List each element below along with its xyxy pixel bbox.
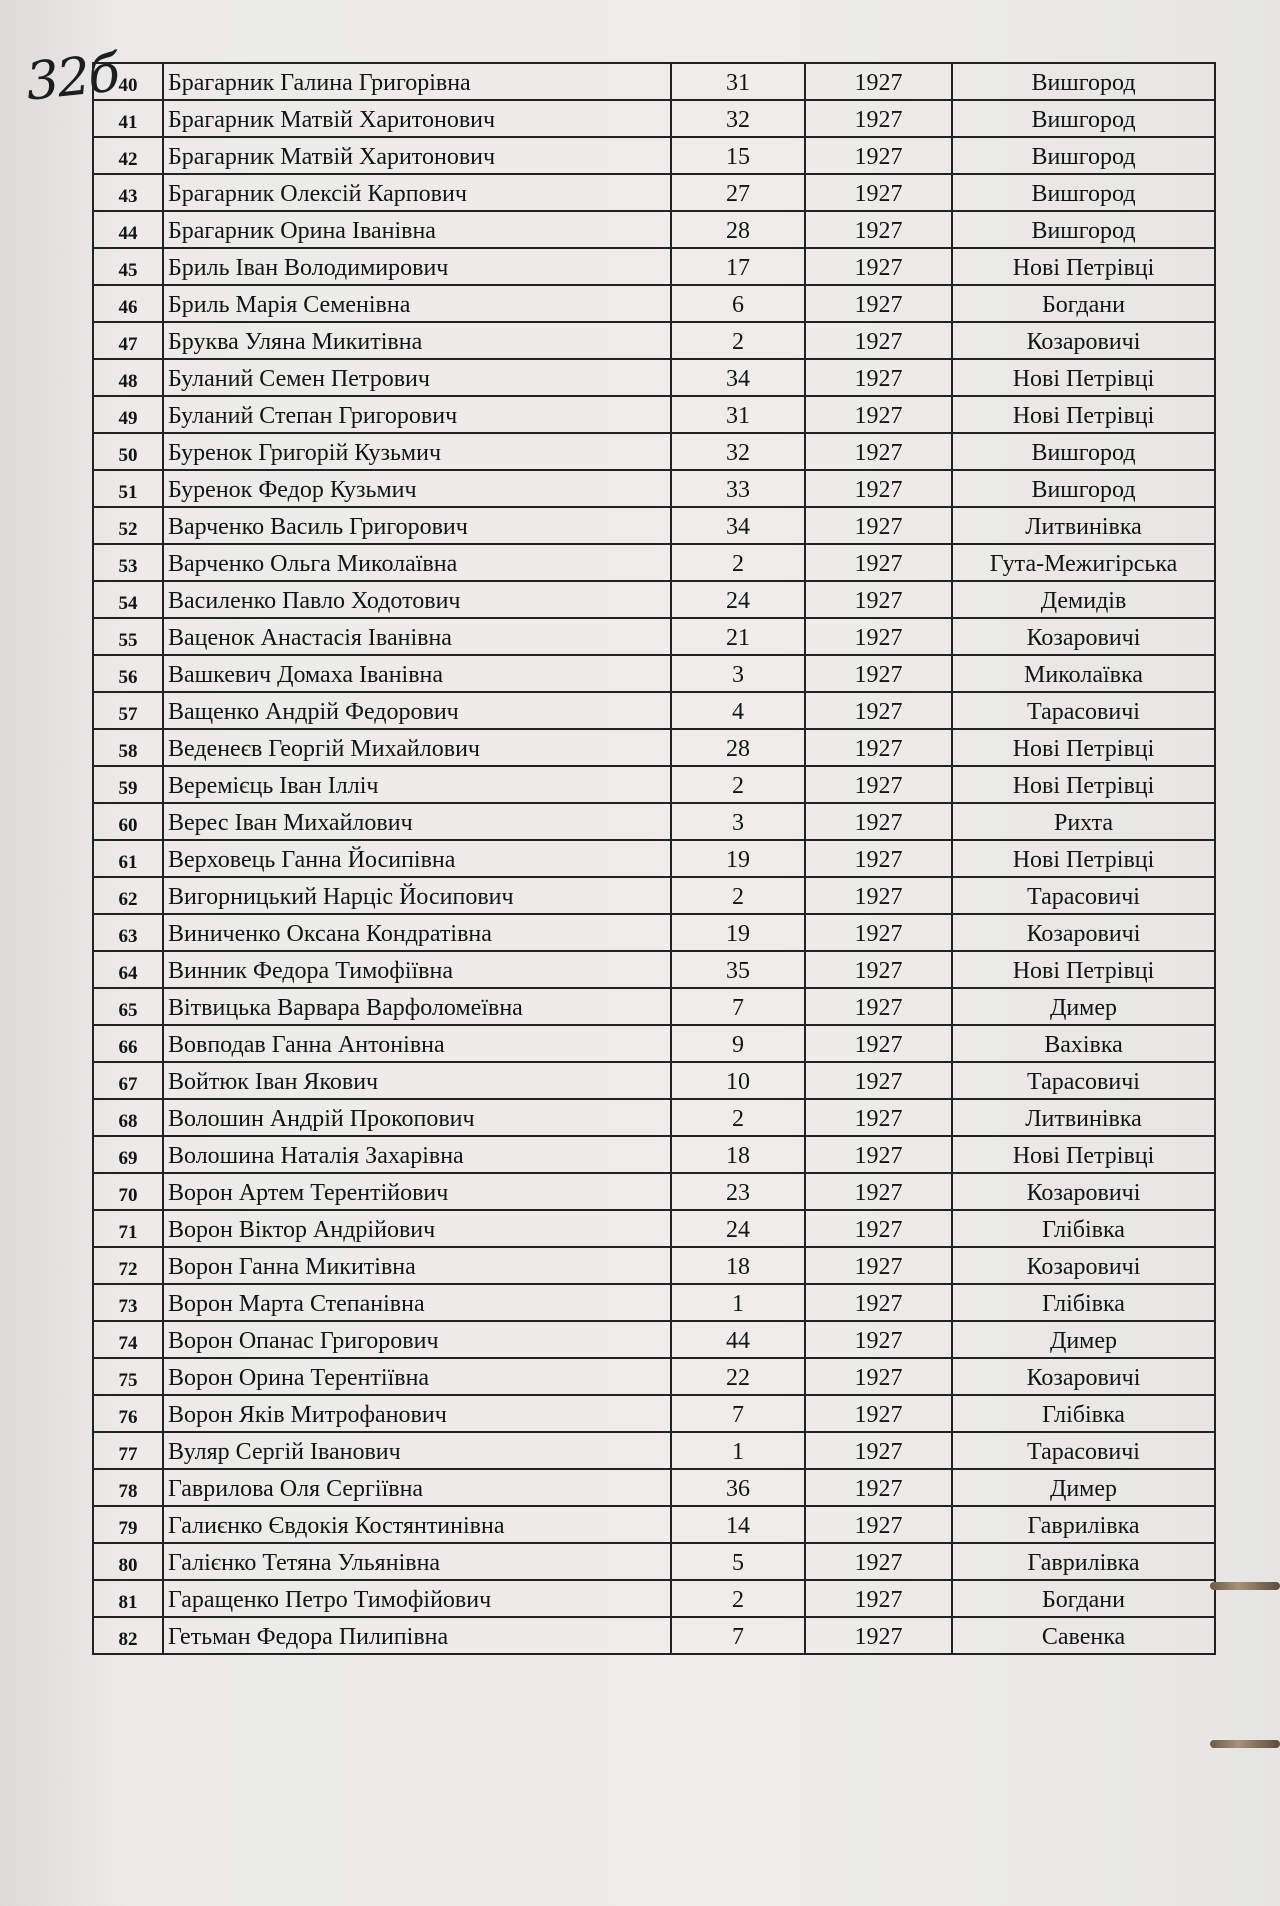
table-row [93, 100, 1215, 137]
row-number-cell: 41 [93, 100, 163, 137]
table-row [93, 1358, 1215, 1395]
year-cell: 1927 [805, 692, 952, 729]
row-number-cell: 82 [93, 1617, 163, 1654]
table-row [93, 359, 1215, 396]
village-cell: Димер [952, 1321, 1215, 1358]
table-row [93, 840, 1215, 877]
year-cell: 1927 [805, 433, 952, 470]
household-number-cell: 10 [671, 1062, 805, 1099]
row-number-cell: 60 [93, 803, 163, 840]
row-number-cell: 79 [93, 1506, 163, 1543]
village-cell: Гаврилівка [952, 1506, 1215, 1543]
row-number-cell: 46 [93, 285, 163, 322]
person-name-cell: Брагарник Олексій Карпович [163, 174, 671, 211]
year-cell: 1927 [805, 396, 952, 433]
row-number-cell: 59 [93, 766, 163, 803]
row-number-cell: 61 [93, 840, 163, 877]
person-name-cell: Гетьман Федора Пилипівна [163, 1617, 671, 1654]
household-number-cell: 44 [671, 1321, 805, 1358]
person-name-cell: Брагарник Орина Іванівна [163, 211, 671, 248]
household-number-cell: 31 [671, 63, 805, 100]
person-name-cell: Буренок Григорій Кузьмич [163, 433, 671, 470]
table-row [93, 1617, 1215, 1654]
household-number-cell: 23 [671, 1173, 805, 1210]
year-cell: 1927 [805, 1099, 952, 1136]
table-row [93, 766, 1215, 803]
year-cell: 1927 [805, 1062, 952, 1099]
row-number-cell: 45 [93, 248, 163, 285]
table-row [93, 877, 1215, 914]
household-number-cell: 1 [671, 1284, 805, 1321]
village-cell: Глібівка [952, 1210, 1215, 1247]
household-number-cell: 19 [671, 840, 805, 877]
household-number-cell: 2 [671, 1580, 805, 1617]
person-name-cell: Бруква Уляна Микитівна [163, 322, 671, 359]
person-name-cell: Брагарник Матвій Харитонович [163, 100, 671, 137]
table-row [93, 470, 1215, 507]
row-number-cell: 74 [93, 1321, 163, 1358]
person-name-cell: Верес Іван Михайлович [163, 803, 671, 840]
person-name-cell: Ворон Віктор Андрійович [163, 1210, 671, 1247]
village-cell: Глібівка [952, 1284, 1215, 1321]
person-name-cell: Галієнко Тетяна Ульянівна [163, 1543, 671, 1580]
table-row [93, 1099, 1215, 1136]
village-cell: Тарасовичі [952, 877, 1215, 914]
year-cell: 1927 [805, 1136, 952, 1173]
person-name-cell: Вовподав Ганна Антонівна [163, 1025, 671, 1062]
year-cell: 1927 [805, 544, 952, 581]
village-cell: Вахівка [952, 1025, 1215, 1062]
year-cell: 1927 [805, 1358, 952, 1395]
village-cell: Нові Петрівці [952, 359, 1215, 396]
household-number-cell: 4 [671, 692, 805, 729]
person-name-cell: Буланий Семен Петрович [163, 359, 671, 396]
village-cell: Гута-Межигірська [952, 544, 1215, 581]
village-cell: Тарасовичі [952, 1432, 1215, 1469]
person-name-cell: Бриль Іван Володимирович [163, 248, 671, 285]
row-number-cell: 62 [93, 877, 163, 914]
household-number-cell: 18 [671, 1247, 805, 1284]
row-number-cell: 58 [93, 729, 163, 766]
person-name-cell: Виниченко Оксана Кондратівна [163, 914, 671, 951]
row-number-cell: 57 [93, 692, 163, 729]
person-name-cell: Вигорницький Нарціс Йосипович [163, 877, 671, 914]
table-row [93, 1247, 1215, 1284]
household-number-cell: 24 [671, 1210, 805, 1247]
table-row [93, 1432, 1215, 1469]
row-number-cell: 81 [93, 1580, 163, 1617]
row-number-cell: 70 [93, 1173, 163, 1210]
table-row [93, 1210, 1215, 1247]
row-number-cell: 63 [93, 914, 163, 951]
household-number-cell: 2 [671, 1099, 805, 1136]
year-cell: 1927 [805, 1284, 952, 1321]
person-name-cell: Вуляр Сергій Іванович [163, 1432, 671, 1469]
village-cell: Литвинівка [952, 1099, 1215, 1136]
village-cell: Тарасовичі [952, 692, 1215, 729]
household-number-cell: 2 [671, 766, 805, 803]
household-number-cell: 35 [671, 951, 805, 988]
row-number-cell: 67 [93, 1062, 163, 1099]
row-number-cell: 56 [93, 655, 163, 692]
household-number-cell: 3 [671, 803, 805, 840]
village-cell: Вишгород [952, 100, 1215, 137]
person-name-cell: Варченко Василь Григорович [163, 507, 671, 544]
row-number-cell: 40 [93, 63, 163, 100]
year-cell: 1927 [805, 1432, 952, 1469]
row-number-cell: 69 [93, 1136, 163, 1173]
person-name-cell: Бриль Марія Семенівна [163, 285, 671, 322]
village-cell: Вишгород [952, 433, 1215, 470]
year-cell: 1927 [805, 729, 952, 766]
row-number-cell: 66 [93, 1025, 163, 1062]
person-name-cell: Волошина Наталія Захарівна [163, 1136, 671, 1173]
table-row [93, 1395, 1215, 1432]
row-number-cell: 52 [93, 507, 163, 544]
row-number-cell: 48 [93, 359, 163, 396]
year-cell: 1927 [805, 1506, 952, 1543]
village-cell: Рихта [952, 803, 1215, 840]
household-number-cell: 2 [671, 877, 805, 914]
year-cell: 1927 [805, 174, 952, 211]
household-number-cell: 19 [671, 914, 805, 951]
household-number-cell: 7 [671, 988, 805, 1025]
year-cell: 1927 [805, 1617, 952, 1654]
village-cell: Козаровичі [952, 1247, 1215, 1284]
row-number-cell: 76 [93, 1395, 163, 1432]
village-cell: Вишгород [952, 470, 1215, 507]
table-row [93, 618, 1215, 655]
table-row [93, 581, 1215, 618]
row-number-cell: 49 [93, 396, 163, 433]
household-number-cell: 7 [671, 1395, 805, 1432]
village-cell: Нові Петрівці [952, 1136, 1215, 1173]
person-name-cell: Буренок Федор Кузьмич [163, 470, 671, 507]
village-cell: Димер [952, 1469, 1215, 1506]
row-number-cell: 47 [93, 322, 163, 359]
year-cell: 1927 [805, 1469, 952, 1506]
person-name-cell: Веремієць Іван Ілліч [163, 766, 671, 803]
year-cell: 1927 [805, 1025, 952, 1062]
person-name-cell: Брагарник Галина Григорівна [163, 63, 671, 100]
year-cell: 1927 [805, 63, 952, 100]
village-cell: Димер [952, 988, 1215, 1025]
household-number-cell: 2 [671, 544, 805, 581]
row-number-cell: 43 [93, 174, 163, 211]
table-row [93, 951, 1215, 988]
year-cell: 1927 [805, 507, 952, 544]
table-row [93, 1580, 1215, 1617]
table-row [93, 396, 1215, 433]
year-cell: 1927 [805, 803, 952, 840]
household-number-cell: 28 [671, 729, 805, 766]
person-name-cell: Брагарник Матвій Харитонович [163, 137, 671, 174]
table-row [93, 174, 1215, 211]
year-cell: 1927 [805, 285, 952, 322]
table-row [93, 1284, 1215, 1321]
household-number-cell: 3 [671, 655, 805, 692]
table-row [93, 1469, 1215, 1506]
row-number-cell: 51 [93, 470, 163, 507]
table-row [93, 507, 1215, 544]
household-number-cell: 32 [671, 433, 805, 470]
household-number-cell: 9 [671, 1025, 805, 1062]
year-cell: 1927 [805, 877, 952, 914]
row-number-cell: 44 [93, 211, 163, 248]
person-name-cell: Галиєнко Євдокія Костянтинівна [163, 1506, 671, 1543]
village-cell: Вишгород [952, 63, 1215, 100]
table-row [93, 1173, 1215, 1210]
row-number-cell: 68 [93, 1099, 163, 1136]
table-row [93, 1025, 1215, 1062]
person-name-cell: Ворон Ганна Микитівна [163, 1247, 671, 1284]
person-name-cell: Буланий Степан Григорович [163, 396, 671, 433]
year-cell: 1927 [805, 137, 952, 174]
table-row [93, 544, 1215, 581]
year-cell: 1927 [805, 470, 952, 507]
person-name-cell: Василенко Павло Ходотович [163, 581, 671, 618]
household-number-cell: 32 [671, 100, 805, 137]
village-cell: Савенка [952, 1617, 1215, 1654]
year-cell: 1927 [805, 1173, 952, 1210]
village-cell: Миколаївка [952, 655, 1215, 692]
row-number-cell: 72 [93, 1247, 163, 1284]
year-cell: 1927 [805, 988, 952, 1025]
table-row [93, 211, 1215, 248]
household-number-cell: 2 [671, 322, 805, 359]
binding-thread [1210, 1582, 1280, 1590]
household-number-cell: 6 [671, 285, 805, 322]
table-row [93, 322, 1215, 359]
table-row [93, 285, 1215, 322]
village-cell: Тарасовичі [952, 1062, 1215, 1099]
row-number-cell: 65 [93, 988, 163, 1025]
person-name-cell: Верховець Ганна Йосипівна [163, 840, 671, 877]
year-cell: 1927 [805, 211, 952, 248]
village-cell: Вишгород [952, 211, 1215, 248]
row-number-cell: 64 [93, 951, 163, 988]
row-number-cell: 42 [93, 137, 163, 174]
table-row [93, 692, 1215, 729]
table-row [93, 1543, 1215, 1580]
household-number-cell: 18 [671, 1136, 805, 1173]
village-cell: Козаровичі [952, 914, 1215, 951]
household-number-cell: 36 [671, 1469, 805, 1506]
table-row [93, 988, 1215, 1025]
person-name-cell: Гаврилова Оля Сергіївна [163, 1469, 671, 1506]
year-cell: 1927 [805, 951, 952, 988]
year-cell: 1927 [805, 1580, 952, 1617]
household-number-cell: 34 [671, 359, 805, 396]
village-cell: Богдани [952, 285, 1215, 322]
household-number-cell: 21 [671, 618, 805, 655]
household-number-cell: 34 [671, 507, 805, 544]
person-name-cell: Ващенко Андрій Федорович [163, 692, 671, 729]
table-row [93, 248, 1215, 285]
year-cell: 1927 [805, 1543, 952, 1580]
household-number-cell: 7 [671, 1617, 805, 1654]
handwritten-page-number: 32б [23, 43, 121, 113]
row-number-cell: 54 [93, 581, 163, 618]
table-row [93, 1321, 1215, 1358]
row-number-cell: 50 [93, 433, 163, 470]
year-cell: 1927 [805, 1321, 952, 1358]
table-row [93, 803, 1215, 840]
household-number-cell: 27 [671, 174, 805, 211]
person-name-cell: Веденеєв Георгій Михайлович [163, 729, 671, 766]
table-row [93, 63, 1215, 100]
year-cell: 1927 [805, 1210, 952, 1247]
household-number-cell: 24 [671, 581, 805, 618]
village-cell: Нові Петрівці [952, 840, 1215, 877]
person-name-cell: Ворон Яків Митрофанович [163, 1395, 671, 1432]
year-cell: 1927 [805, 766, 952, 803]
row-number-cell: 80 [93, 1543, 163, 1580]
village-cell: Литвинівка [952, 507, 1215, 544]
person-name-cell: Ваценок Анастасія Іванівна [163, 618, 671, 655]
table-row [93, 914, 1215, 951]
table-row [93, 729, 1215, 766]
village-cell: Глібівка [952, 1395, 1215, 1432]
table-row [93, 1136, 1215, 1173]
person-name-cell: Ворон Орина Терентіївна [163, 1358, 671, 1395]
table-row [93, 655, 1215, 692]
year-cell: 1927 [805, 618, 952, 655]
household-number-cell: 33 [671, 470, 805, 507]
table-row [93, 1062, 1215, 1099]
row-number-cell: 71 [93, 1210, 163, 1247]
village-cell: Демидів [952, 581, 1215, 618]
village-cell: Вишгород [952, 174, 1215, 211]
row-number-cell: 55 [93, 618, 163, 655]
year-cell: 1927 [805, 248, 952, 285]
household-number-cell: 28 [671, 211, 805, 248]
person-name-cell: Гаращенко Петро Тимофійович [163, 1580, 671, 1617]
year-cell: 1927 [805, 914, 952, 951]
village-cell: Козаровичі [952, 322, 1215, 359]
village-cell: Козаровичі [952, 618, 1215, 655]
register-table-body [93, 63, 1215, 1654]
household-number-cell: 17 [671, 248, 805, 285]
year-cell: 1927 [805, 655, 952, 692]
row-number-cell: 75 [93, 1358, 163, 1395]
village-cell: Козаровичі [952, 1358, 1215, 1395]
village-cell: Вишгород [952, 137, 1215, 174]
village-cell: Нові Петрівці [952, 951, 1215, 988]
year-cell: 1927 [805, 100, 952, 137]
register-table [92, 62, 1216, 1655]
household-number-cell: 14 [671, 1506, 805, 1543]
year-cell: 1927 [805, 840, 952, 877]
person-name-cell: Варченко Ольга Миколаївна [163, 544, 671, 581]
person-name-cell: Ворон Марта Степанівна [163, 1284, 671, 1321]
person-name-cell: Войтюк Іван Якович [163, 1062, 671, 1099]
year-cell: 1927 [805, 359, 952, 396]
year-cell: 1927 [805, 581, 952, 618]
village-cell: Нові Петрівці [952, 766, 1215, 803]
village-cell: Богдани [952, 1580, 1215, 1617]
year-cell: 1927 [805, 322, 952, 359]
village-cell: Гаврилівка [952, 1543, 1215, 1580]
table-row [93, 137, 1215, 174]
table-row [93, 433, 1215, 470]
household-number-cell: 15 [671, 137, 805, 174]
household-number-cell: 31 [671, 396, 805, 433]
household-number-cell: 5 [671, 1543, 805, 1580]
binding-thread [1210, 1740, 1280, 1748]
person-name-cell: Волошин Андрій Прокопович [163, 1099, 671, 1136]
household-number-cell: 22 [671, 1358, 805, 1395]
row-number-cell: 53 [93, 544, 163, 581]
village-cell: Козаровичі [952, 1173, 1215, 1210]
village-cell: Нові Петрівці [952, 248, 1215, 285]
year-cell: 1927 [805, 1247, 952, 1284]
person-name-cell: Вітвицька Варвара Варфоломеївна [163, 988, 671, 1025]
person-name-cell: Ворон Артем Терентійович [163, 1173, 671, 1210]
household-number-cell: 1 [671, 1432, 805, 1469]
person-name-cell: Ворон Опанас Григорович [163, 1321, 671, 1358]
row-number-cell: 78 [93, 1469, 163, 1506]
table-row [93, 1506, 1215, 1543]
row-number-cell: 73 [93, 1284, 163, 1321]
village-cell: Нові Петрівці [952, 396, 1215, 433]
person-name-cell: Винник Федора Тимофіївна [163, 951, 671, 988]
person-name-cell: Вашкевич Домаха Іванівна [163, 655, 671, 692]
year-cell: 1927 [805, 1395, 952, 1432]
row-number-cell: 77 [93, 1432, 163, 1469]
village-cell: Нові Петрівці [952, 729, 1215, 766]
